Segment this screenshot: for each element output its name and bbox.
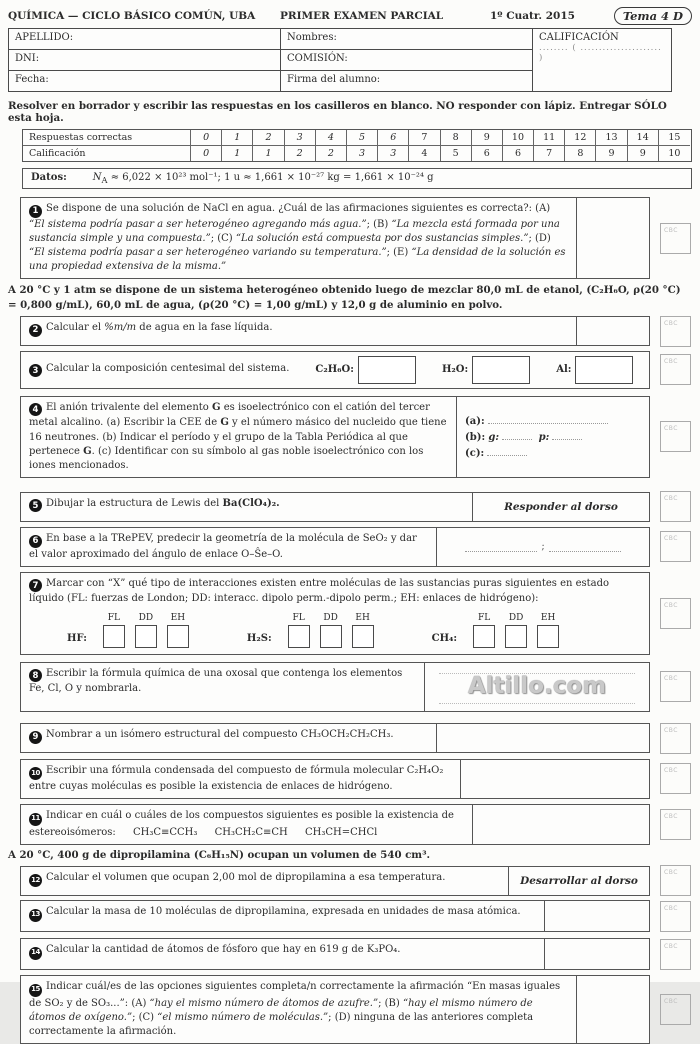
checkbox-ch4-eh bbox=[537, 625, 559, 648]
question-3 bbox=[20, 351, 692, 389]
cbc-stamp: CBC bbox=[660, 491, 691, 522]
answer-box bbox=[544, 939, 649, 969]
question-text: 4 El anión trivalente del elemento G es isoelectrónico con el catión del tercer metal alcalino. (a) Escribir la CEE de G y el número másico del nucleido que tiene 16 neutrones. (b) Indicar el período y el grupo de la Tabla Periódica al que pertenece G. (c) Identificar con su símbolo al gas noble isoelectrónico con los iones mencionados. bbox=[29, 401, 447, 471]
question-number: 8 bbox=[29, 669, 42, 682]
answer-input-agua bbox=[472, 356, 530, 384]
score-cell: 13 bbox=[596, 130, 627, 146]
question-text: 15 Indicar cuál/es de las opciones siguientes completa/n correctamente la afirmación “En masas iguales de SO₂ y de SO₃...”: (A) “hay el mismo número de átomos de azufre.”; (B) “hay el mismo número de átomos de oxígeno.”; (C) “el mismo número de moléculas.”; (D) ninguna de las anteriores completa correctamente la afirmación. bbox=[29, 981, 561, 1037]
answer-input-etanol bbox=[358, 356, 416, 384]
cbc-stamp: CBC bbox=[660, 901, 691, 932]
question-text: 1 Se dispone de una solución de NaCl en agua. ¿Cuál de las afirmaciones siguientes es correcta?: (A) “El sistema podría pasar a ser heterogéneo agregando más agua.”; (B) “La mezcla está formada por una sustancia simple y una compuesta.”; (C) “La solución está compuesta por dos sustancias simples.”; (D) “El sistema podría pasar a ser heterogéneo variando su temperatura.”; (E) “La densidad de la solución es una propiedad extensiva de la misma.” bbox=[29, 203, 566, 273]
fecha-field: Fecha: bbox=[9, 71, 281, 91]
checkbox-ch4-dd bbox=[505, 625, 527, 648]
score-cell: 8 bbox=[441, 130, 472, 146]
answer-input-aluminio bbox=[575, 356, 633, 384]
comision-field: COMISIÓN: bbox=[281, 50, 533, 71]
question-10 bbox=[20, 759, 692, 800]
student-info-table bbox=[8, 28, 672, 92]
score-cell: 3 bbox=[285, 130, 316, 146]
calificacion-cell bbox=[533, 29, 671, 63]
score-cell: 1 bbox=[222, 130, 253, 146]
score-cell: 4 bbox=[316, 130, 347, 146]
score-cell: 6 bbox=[378, 130, 409, 146]
calificacion-label: CALIFICACIÓN bbox=[539, 32, 619, 43]
score-cell: 0 bbox=[191, 130, 222, 146]
score-table bbox=[22, 129, 692, 162]
calificacion-line: ........ ( ...................... ) bbox=[539, 43, 662, 63]
question-text: 10 Escribir una fórmula condensada del compuesto de fórmula molecular C₂H₄O₂ entre cuyas moléculas es posible la existencia de enlaces de hidrógeno. bbox=[29, 764, 444, 793]
field-label-agua: H₂O: bbox=[441, 364, 469, 376]
question-15 bbox=[20, 975, 692, 1044]
score-cell: 9 bbox=[472, 130, 503, 146]
question-number: 2 bbox=[29, 324, 42, 337]
score-row-label: Respuestas correctas bbox=[23, 130, 191, 146]
checkbox-hf-fl bbox=[103, 625, 125, 648]
term-label: 1º Cuatr. 2015 bbox=[490, 10, 575, 22]
question-text: 9 Nombrar a un isómero estructural del compuesto CH₃OCH₂CH₂CH₃. bbox=[21, 724, 436, 752]
firma-field: Firma del alumno: bbox=[281, 71, 533, 91]
score-cell: 14 bbox=[628, 130, 659, 146]
checkbox-ch4-fl bbox=[473, 625, 495, 648]
tema-badge: Tema 4 D bbox=[614, 7, 692, 25]
cbc-stamp: CBC bbox=[660, 316, 691, 347]
cbc-stamp: CBC bbox=[660, 354, 691, 385]
question-number: 9 bbox=[29, 731, 42, 744]
score-cell: 15 bbox=[659, 130, 690, 146]
page-header bbox=[8, 6, 692, 26]
question-number: 6 bbox=[29, 535, 42, 548]
question-text: 8 Escribir la fórmula química de una oxosal que contenga los elementos Fe, Cl, O y nombrarla. bbox=[29, 667, 403, 695]
exam-title: PRIMER EXAMEN PARCIAL bbox=[280, 10, 444, 22]
question-number: 3 bbox=[29, 364, 42, 377]
interaction-checkboxes bbox=[21, 611, 649, 654]
answer-box bbox=[544, 901, 649, 931]
question-text: 5 Dibujar la estructura de Lewis del Ba(ClO₄)₂. bbox=[21, 493, 472, 521]
answer-box: ; bbox=[436, 528, 649, 566]
apellido-field: APELLIDO: bbox=[9, 29, 281, 50]
field-label-etanol: C₂H₆O: bbox=[315, 364, 354, 376]
answer-box bbox=[436, 724, 649, 752]
score-cell: 8 bbox=[565, 146, 596, 161]
compound-formula: CH₃CH₂C≡CH bbox=[214, 826, 288, 838]
course-title: QUÍMICA — CICLO BÁSICO COMÚN, UBA bbox=[8, 10, 256, 22]
question-5 bbox=[20, 491, 692, 522]
score-cell: 1 bbox=[253, 146, 284, 161]
score-cell: 10 bbox=[503, 130, 534, 146]
question-8 bbox=[20, 662, 692, 712]
score-cell: 2 bbox=[316, 146, 347, 161]
cbc-stamp: CBC bbox=[660, 763, 691, 794]
cbc-stamp: CBC bbox=[660, 809, 691, 840]
score-cell: 9 bbox=[596, 146, 627, 161]
checkbox-h2s-dd bbox=[320, 625, 342, 648]
checkbox-h2s-fl bbox=[288, 625, 310, 648]
desarrollar-al-dorso-note: Desarrollar al dorso bbox=[508, 867, 649, 895]
score-cell: 5 bbox=[347, 130, 378, 146]
score-cell: 6 bbox=[472, 146, 503, 161]
instruction-line: Resolver en borrador y escribir las respuestas en los casilleros en blanco. NO responder con lápiz. Entregar SÓLO esta hoja. bbox=[8, 100, 667, 124]
question-text: 3 Calcular la composición centesimal del sistema. C₂H₆O: H₂O: Al: bbox=[21, 352, 649, 388]
score-cell: 2 bbox=[285, 146, 316, 161]
question-2 bbox=[20, 316, 692, 347]
question-text: 7 Marcar con “X” qué tipo de interacciones existen entre moléculas de las sustancias puras siguientes en estado líquido (FL: fuerzas de London; DD: interacc. dipolo perm.-dipolo perm.; EH: enlaces de hidrógeno): bbox=[29, 577, 610, 605]
question-1 bbox=[20, 197, 692, 279]
score-cell: 2 bbox=[253, 130, 284, 146]
cbc-stamp: CBC bbox=[660, 865, 691, 896]
question-number: 10 bbox=[29, 767, 42, 780]
datos-box: Datos: $N_A \approx 6,022 \times 10^{23}$ mol⁻¹; 1 u ≈ 1,661 × 10⁻²⁷ kg = 1,661 × 10⁻²⁴ g bbox=[22, 168, 692, 189]
score-cell: 7 bbox=[409, 130, 440, 146]
dipropilamina-description: A 20 °C, 400 g de dipropilamina (C₆H₁₅N) ocupan un volumen de 540 cm³. bbox=[8, 848, 431, 861]
responder-al-dorso-note: Responder al dorso bbox=[472, 493, 649, 521]
score-cell: 7 bbox=[534, 146, 565, 161]
score-cell: 11 bbox=[534, 130, 565, 146]
checkbox-h2s-eh bbox=[352, 625, 374, 648]
question-text: 12 Calcular el volumen que ocupan 2,00 mol de dipropilamina a esa temperatura. bbox=[21, 867, 508, 895]
question-11 bbox=[20, 804, 692, 845]
answer-box: (a): (b): g: p: (c): bbox=[456, 397, 649, 477]
nombres-field: Nombres: bbox=[281, 29, 533, 50]
question-13 bbox=[20, 900, 692, 932]
question-number: 7 bbox=[29, 579, 42, 592]
cbc-stamp: CBC bbox=[660, 671, 691, 702]
score-cell: 3 bbox=[347, 146, 378, 161]
substance-label: CH₄: bbox=[431, 632, 458, 644]
group-hf: HF: FL DD EH bbox=[67, 613, 189, 648]
score-cell: 0 bbox=[191, 146, 222, 161]
question-text: 11 Indicar en cuál o cuáles de los compuestos siguientes es posible la existencia de estereoisómeros: CH₃C≡CCH₃ CH₃CH₂C≡CH CH₃CH=CHCl bbox=[29, 810, 454, 838]
datos-values: ≈ 6,022 × 10²³ mol⁻¹; 1 u ≈ 1,661 × 10⁻²⁷ kg = 1,661 × 10⁻²⁴ g bbox=[107, 172, 434, 183]
answer-box bbox=[424, 663, 649, 711]
question-number: 1 bbox=[29, 205, 42, 218]
cbc-stamp: CBC bbox=[660, 223, 691, 254]
cbc-stamp: CBC bbox=[660, 994, 691, 1025]
substance-label: HF: bbox=[67, 632, 87, 644]
compound-formula: CH₃CH=CHCl bbox=[304, 826, 378, 838]
score-cell: 5 bbox=[441, 146, 472, 161]
question-14 bbox=[20, 938, 692, 970]
system-description: A 20 °C y 1 atm se dispone de un sistema heterogéneo obtenido luego de mezclar 80,0 mL de etanol, (C₂H₆O, ρ(20 °C) = 0,800 g/mL), 60,0 mL de agua, (ρ(20 °C) = 1,00 g/mL) y 12,0 g de aluminio en polvo. bbox=[8, 284, 681, 311]
question-text: 2 Calcular el %m/m de agua en la fase líquida. bbox=[21, 317, 576, 345]
cbc-stamp: CBC bbox=[660, 723, 691, 754]
question-text: 14 Calcular la cantidad de átomos de fósforo que hay en 619 g de K₃PO₄. bbox=[21, 939, 544, 969]
question-number: 4 bbox=[29, 403, 42, 416]
checkbox-hf-dd bbox=[135, 625, 157, 648]
avogadro-symbol: N bbox=[92, 172, 102, 183]
score-cell: 6 bbox=[503, 146, 534, 161]
score-cell: 3 bbox=[378, 146, 409, 161]
question-7 bbox=[20, 572, 692, 655]
answer-box bbox=[576, 317, 649, 345]
question-text: 13 Calcular la masa de 10 moléculas de dipropilamina, expresada en unidades de masa atómica. bbox=[21, 901, 544, 931]
question-number: 15 bbox=[29, 984, 42, 997]
question-4 bbox=[20, 396, 692, 478]
compound-formula: CH₃C≡CCH₃ bbox=[132, 826, 198, 838]
question-number: 11 bbox=[29, 813, 42, 826]
question-number: 12 bbox=[29, 874, 42, 887]
answer-box bbox=[576, 976, 649, 1043]
score-cell: 4 bbox=[409, 146, 440, 161]
question-number: 14 bbox=[29, 947, 42, 960]
question-text: 6 En base a la TRePEV, predecir la geometría de la molécula de SeO₂ y dar el valor aproximado del ángulo de enlace O–Ŝe–O. bbox=[29, 533, 417, 560]
answer-box bbox=[460, 760, 649, 799]
score-cell: 1 bbox=[222, 146, 253, 161]
question-12 bbox=[20, 865, 692, 896]
question-9 bbox=[20, 723, 692, 754]
cbc-stamp: CBC bbox=[660, 421, 691, 452]
cbc-stamp: CBC bbox=[660, 939, 691, 970]
answer-box bbox=[576, 198, 649, 278]
checkbox-hf-eh bbox=[167, 625, 189, 648]
group-ch4: CH₄: FL DD EH bbox=[432, 613, 559, 648]
score-cell: 10 bbox=[668, 148, 681, 159]
datos-label: Datos: bbox=[31, 172, 67, 183]
group-h2s: H₂S: FL DD EH bbox=[247, 613, 374, 648]
score-cell: 9 bbox=[628, 146, 659, 161]
dni-field: DNI: bbox=[9, 50, 281, 71]
question-6 bbox=[20, 527, 692, 567]
answer-box bbox=[472, 805, 649, 844]
cbc-stamp: CBC bbox=[660, 598, 691, 629]
field-label-aluminio: Al: bbox=[556, 364, 572, 376]
score-row-label: Calificación bbox=[23, 146, 191, 161]
cbc-stamp: CBC bbox=[660, 531, 691, 562]
question-number: 13 bbox=[29, 909, 42, 922]
score-cell: 12 bbox=[565, 130, 596, 146]
question-number: 5 bbox=[29, 499, 42, 512]
substance-label: H₂S: bbox=[246, 632, 272, 644]
altillo-watermark: Altillo.com bbox=[467, 673, 607, 700]
